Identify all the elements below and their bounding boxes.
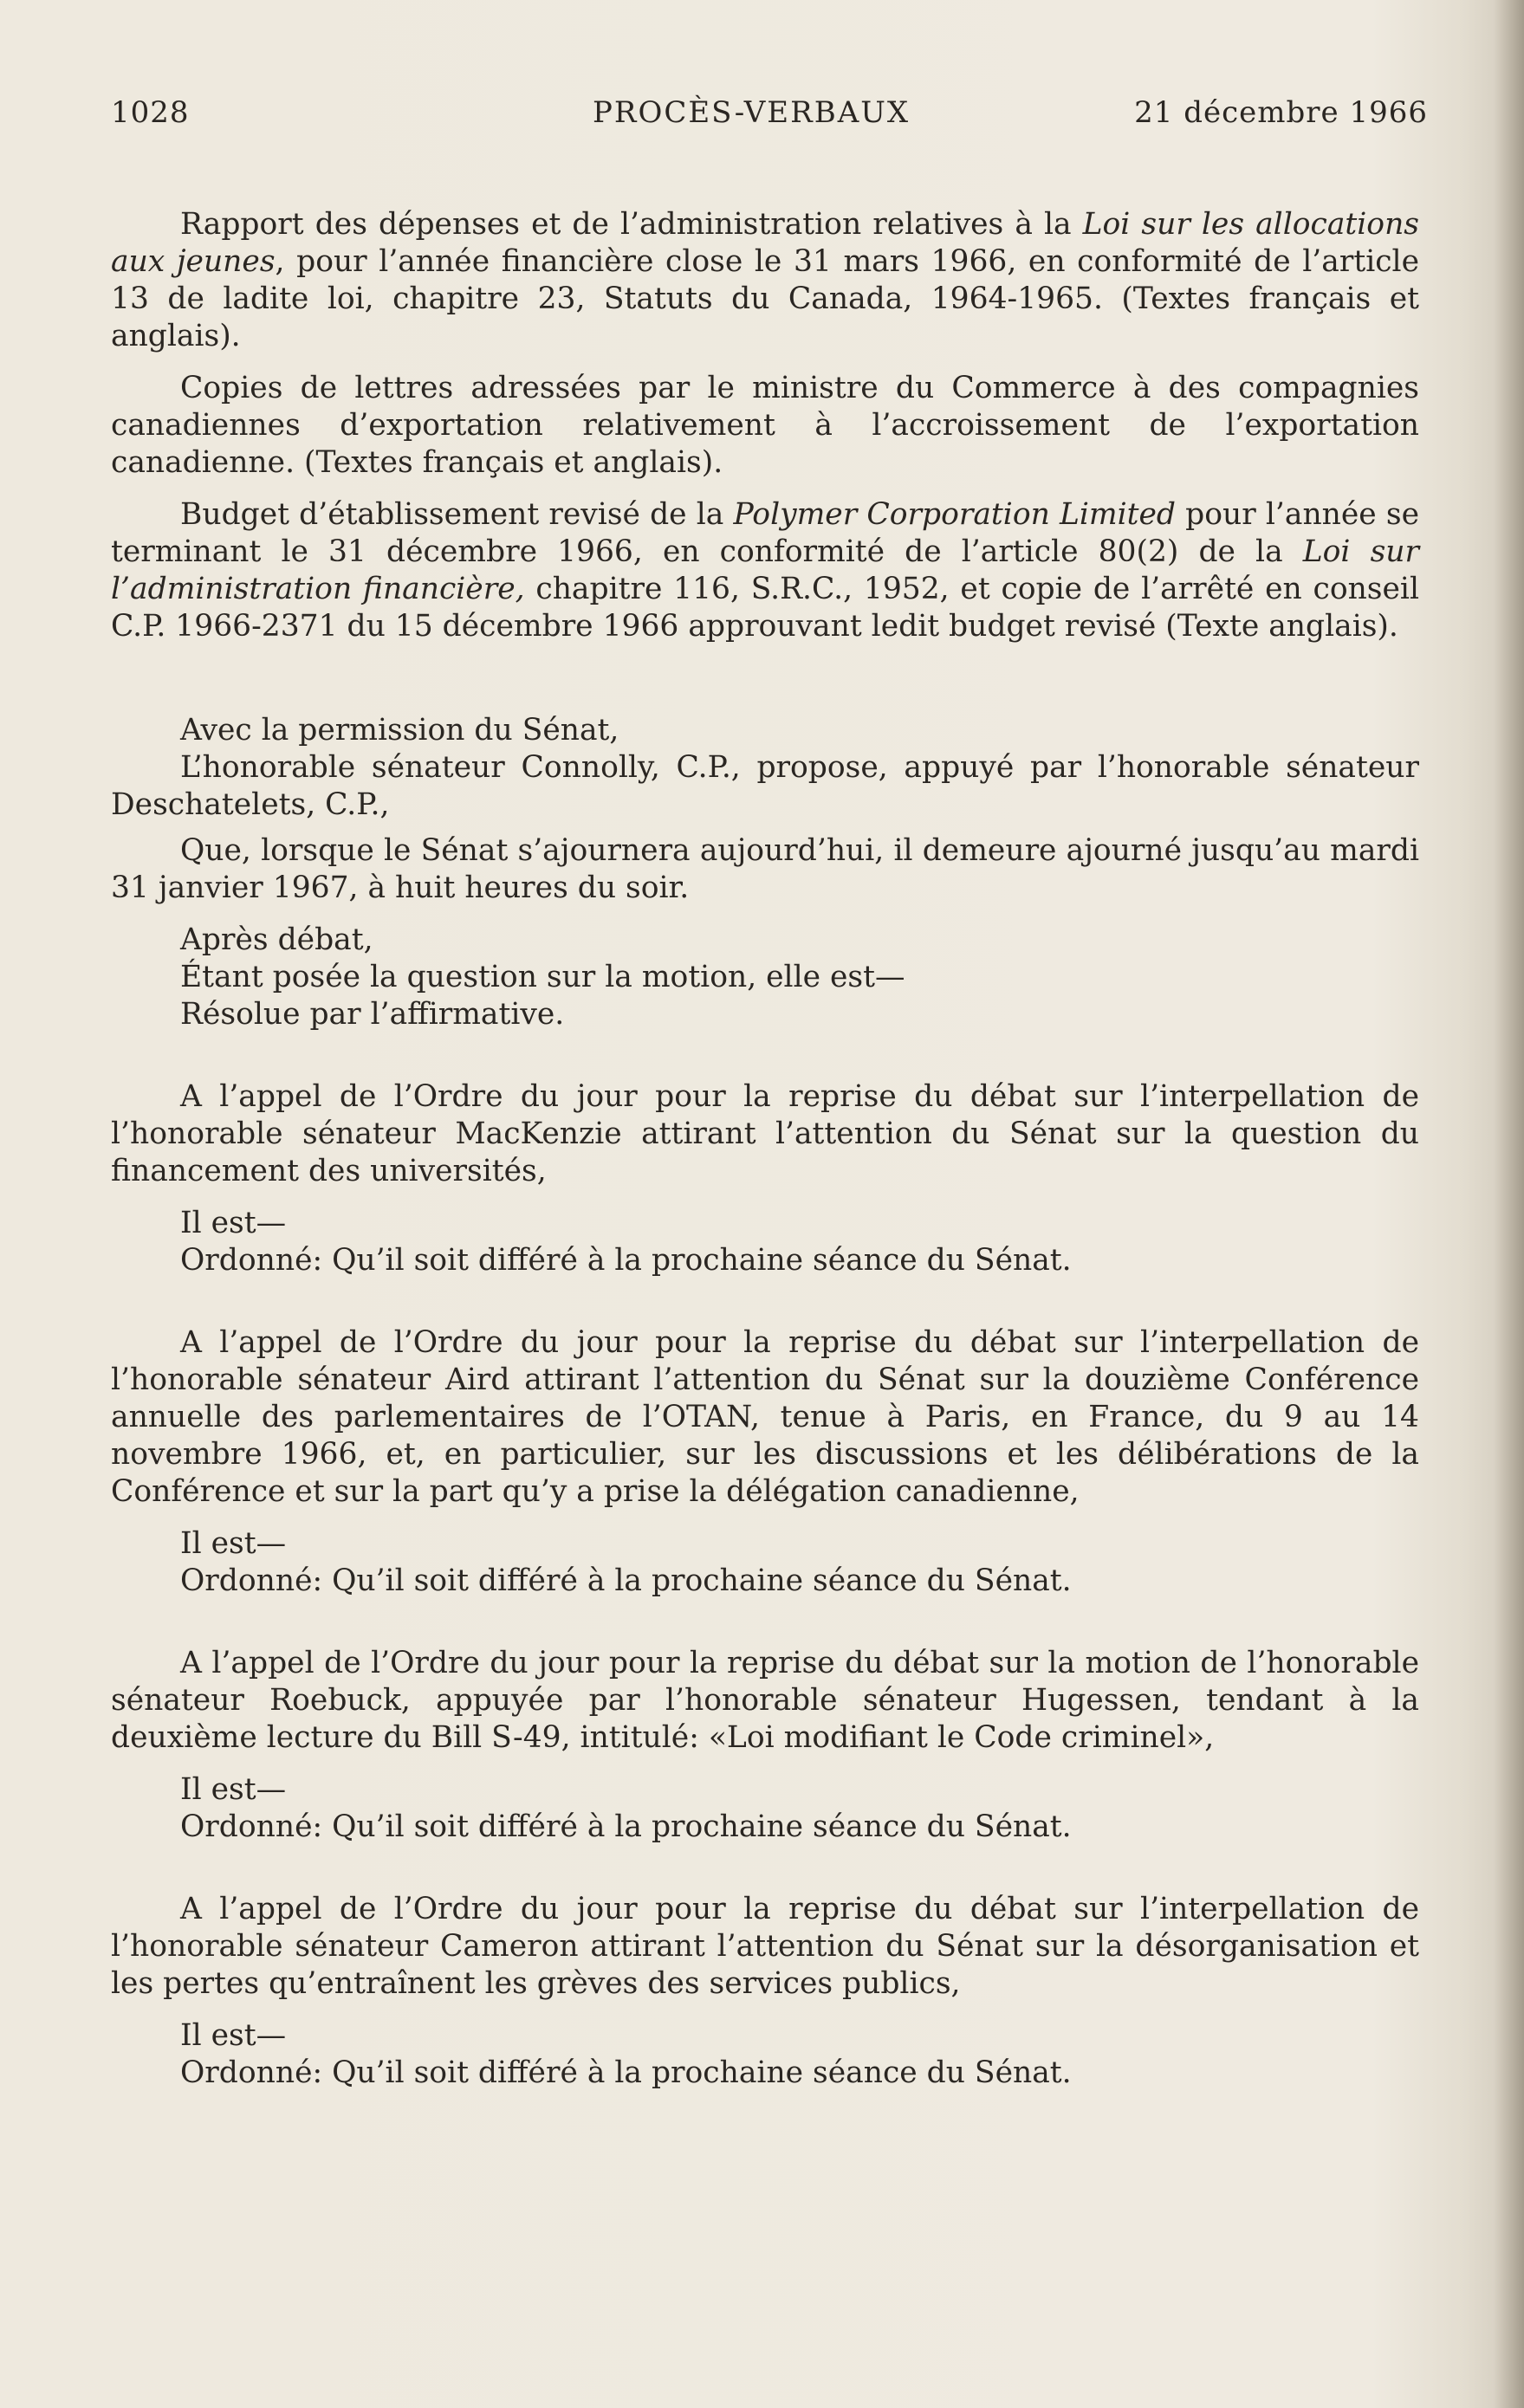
il-est-line: Il est— [180,1526,287,1561]
paragraph-aird-interpellation: A l’appel de l’Ordre du jour pour la reprise du débat sur l’interpellation de l’honorable sénateur Aird attirant l’attention du Sénat sur la douzième Conférence annuelle des parlementaires de l’OTAN, tenue à Paris, en France, du 9 au 14 novembre 1966, et, en particulier, sur les discussions et les délibérations de la Conférence et sur la part qu’y a prise la délégation canadienne, [111,1325,1419,1509]
paragraph-commerce-letters: Copies de lettres adressées par le ministre du Commerce à des compagnies canadiennes d’exportation relativement à l’accroissement de l’exportation canadienne. (Textes français et anglais). [111,371,1419,480]
il-est-line: Il est— [180,1206,287,1240]
ordonne-line: Ordonné: Qu’il soit différé à la prochaine séance du Sénat. [180,1809,1072,1844]
apres-debat-line: Après débat, [180,922,373,957]
ordonne-line: Ordonné: Qu’il soit différé à la prochaine séance du Sénat. [180,2055,1072,2090]
paragraph-mackenzie-interpellation: A l’appel de l’Ordre du jour pour la reprise du débat sur l’interpellation de l’honorable sénateur MacKenzie attirant l’attention du Sénat sur la question du financement des universités, [111,1079,1419,1188]
page-edge-shadow [1495,0,1524,2408]
document-body [111,206,1419,2092]
page-number: 1028 [111,95,190,130]
paragraph-cameron-interpellation: A l’appel de l’Ordre du jour pour la reprise du débat sur l’interpellation de l’honorable sénateur Cameron attirant l’attention du Sénat sur la désorganisation et les pertes qu’entraînent les grèves des services publics, [111,1892,1419,2001]
il-est-line: Il est— [180,1772,287,1807]
page-header [111,95,1428,144]
paragraph-roebuck-motion: A l’appel de l’Ordre du jour pour la reprise du débat sur la motion de l’honorable sénateur Roebuck, appuyée par l’honorable sénateur Hugessen, tendant à la deuxième lecture du Bill S-49, intitulé: «Loi modifiant le Code criminel», [111,1646,1419,1755]
paragraph-connolly-motion: L’honorable sénateur Connolly, C.P., propose, appuyé par l’honorable sénateur Deschatelets, C.P., [111,750,1419,822]
paragraph-adjournment: Que, lorsque le Sénat s’ajournera aujourd’hui, il demeure ajourné jusqu’au mardi 31 janvier 1967, à huit heures du soir. [111,833,1419,905]
resolue-line: Résolue par l’affirmative. [180,997,565,1032]
running-title: PROCÈS-VERBAUX [593,95,911,130]
question-line: Étant posée la question sur la motion, elle est— [180,960,905,994]
ordonne-line: Ordonné: Qu’il soit différé à la prochaine séance du Sénat. [180,1563,1072,1598]
header-date: 21 décembre 1966 [1134,95,1428,130]
permission-line: Avec la permission du Sénat, [180,713,619,748]
ordonne-line: Ordonné: Qu’il soit différé à la prochaine séance du Sénat. [180,1243,1072,1278]
paragraph-allocations-report: Rapport des dépenses et de l’administration relatives à la Loi sur les allocations aux jeunes, pour l’année financière close le 31 mars 1966, en conformité de l’article 13 de ladite loi, chapitre 23, Statuts du Canada, 1964-1965. (Textes français et anglais). [111,207,1419,353]
il-est-line: Il est— [180,2018,287,2053]
paragraph-polymer-budget: Budget d’établissement revisé de la Polymer Corporation Limited pour l’année se terminant le 31 décembre 1966, en conformité de l’article 80(2) de la Loi sur l’administration financière, chapitre 116, S.R.C., 1952, et copie de l’arrêté en conseil C.P. 1966-2371 du 15 décembre 1966 approuvant ledit budget revisé (Texte anglais). [111,497,1420,644]
